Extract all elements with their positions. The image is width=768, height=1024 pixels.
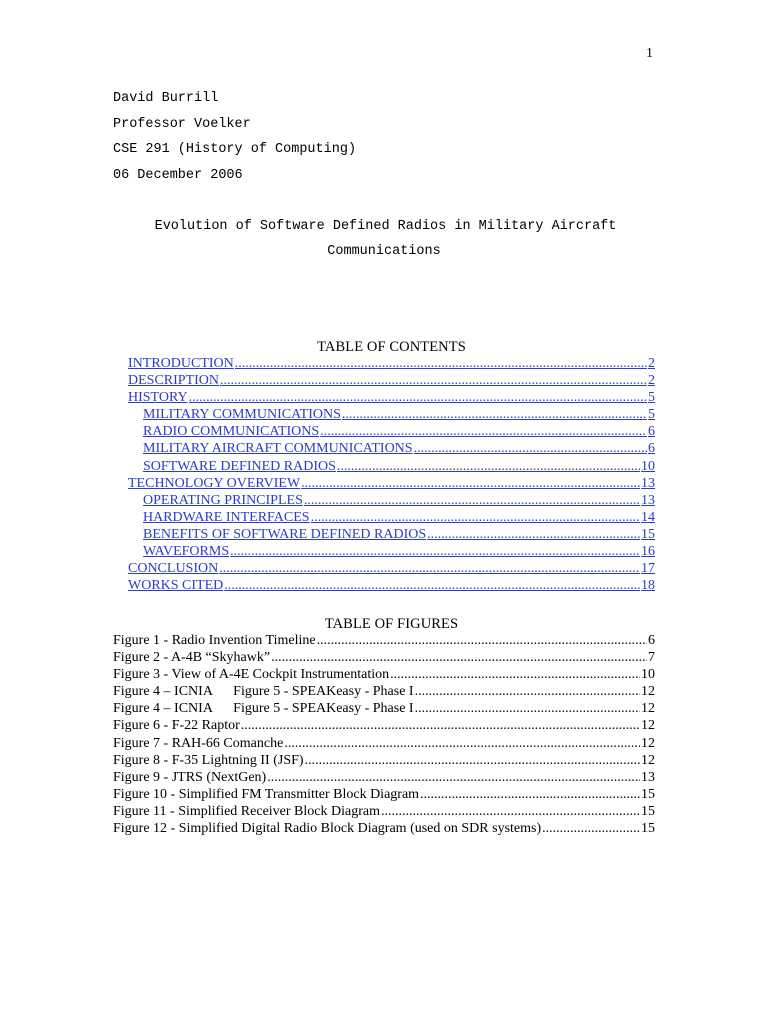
dot-leader — [235, 355, 647, 372]
figure-entry — [113, 820, 655, 837]
figure-entry-page: 12 — [641, 735, 655, 751]
table-of-contents — [128, 355, 655, 594]
dot-leader — [241, 717, 640, 734]
figure-entry-page: 12 — [641, 718, 655, 734]
figure-entry-page: 12 — [641, 684, 655, 700]
figure-entry-label: Figure 4 – ICNIA Figure 5 - SPEAKeasy - Phase I — [113, 684, 414, 700]
toc-entry-link[interactable] — [128, 372, 655, 389]
dot-leader — [337, 458, 640, 475]
toc-entry-label: WORKS CITED — [128, 578, 224, 594]
figure-entry-label: Figure 1 - Radio Invention Timeline — [113, 633, 316, 648]
toc-entry-page: 5 — [648, 390, 655, 406]
toc-entry-page: 16 — [641, 544, 655, 560]
figure-entry-page: 6 — [648, 633, 655, 648]
figure-entry — [113, 803, 655, 820]
figure-entry-page: 15 — [641, 803, 655, 819]
figure-entry-label: Figure 6 - F-22 Raptor — [113, 718, 240, 734]
course-name: CSE 291 (History of Computing) — [113, 142, 357, 157]
toc-entry-link[interactable] — [128, 458, 655, 475]
toc-entry-label: HISTORY — [128, 390, 188, 406]
dot-leader — [317, 632, 647, 649]
dot-leader — [381, 803, 640, 820]
toc-entry-label: SOFTWARE DEFINED RADIOS — [143, 458, 336, 474]
figure-entry-page: 7 — [648, 650, 655, 666]
figure-entry-label: Figure 3 - View of A-4E Cockpit Instrumentation — [113, 667, 390, 683]
toc-entry-link[interactable] — [128, 389, 655, 406]
figure-entry — [113, 735, 655, 752]
toc-entry-link[interactable] — [128, 423, 655, 440]
toc-entry-link[interactable] — [128, 509, 655, 526]
toc-entry-page: 6 — [648, 424, 655, 440]
toc-entry-label: HARDWARE INTERFACES — [143, 509, 310, 525]
toc-entry-page: 18 — [641, 578, 655, 594]
figure-entry — [113, 769, 655, 786]
toc-entry-label: OPERATING PRINCIPLES — [143, 492, 303, 508]
figure-entry — [113, 649, 655, 666]
dot-leader — [230, 543, 640, 560]
figure-entry — [113, 632, 655, 649]
dot-leader — [542, 820, 640, 837]
toc-entry-page: 10 — [641, 458, 655, 474]
document-title — [0, 217, 768, 267]
figure-entry-page: 15 — [641, 821, 655, 837]
figure-entry-label: Figure 7 - RAH-66 Comanche — [113, 735, 284, 751]
toc-entry-page: 14 — [641, 509, 655, 525]
author-name: David Burrill — [113, 91, 219, 106]
figure-entry-label: Figure 10 - Simplified FM Transmitter Block Diagram — [113, 786, 420, 802]
toc-entry-link[interactable] — [128, 492, 655, 509]
title-line-2: Communications — [327, 244, 441, 259]
dot-leader — [304, 492, 640, 509]
toc-entry-label: CONCLUSION — [128, 561, 219, 577]
professor-name: Professor Voelker — [113, 116, 251, 132]
dot-leader — [267, 769, 640, 786]
dot-leader — [311, 509, 640, 526]
dot-leader — [189, 389, 647, 406]
figure-entry-label: Figure 12 - Simplified Digital Radio Block Diagram (used on SDR systems) — [113, 821, 542, 837]
toc-entry-label: RADIO COMMUNICATIONS — [143, 424, 320, 440]
toc-entry-label: BENEFITS OF SOFTWARE DEFINED RADIOS — [143, 526, 427, 542]
page-number: 1 — [646, 46, 653, 61]
toc-entry-label: MILITARY AIRCRAFT COMMUNICATIONS — [143, 441, 413, 457]
dot-leader — [220, 372, 647, 389]
toc-entry-label: MILITARY COMMUNICATIONS — [143, 407, 341, 423]
tof-heading: TABLE OF FIGURES — [324, 616, 459, 632]
figure-entry-page: 12 — [641, 701, 655, 717]
toc-heading: TABLE OF CONTENTS — [317, 339, 466, 355]
figure-entry-page: 10 — [641, 667, 655, 683]
dot-leader — [342, 406, 647, 423]
document-date: 06 December 2006 — [113, 167, 243, 183]
figure-entry-page: 12 — [641, 752, 655, 768]
dot-leader — [415, 700, 640, 717]
toc-entry-page: 6 — [648, 441, 655, 457]
dot-leader — [320, 423, 647, 440]
dot-leader — [427, 526, 640, 543]
figure-entry-label: Figure 4 – ICNIA Figure 5 - SPEAKeasy - Phase I — [113, 701, 414, 717]
toc-entry-link[interactable] — [128, 406, 655, 423]
toc-entry-link[interactable] — [128, 475, 655, 492]
toc-entry-link[interactable] — [128, 543, 655, 560]
toc-entry-page: 5 — [648, 407, 655, 423]
figure-entry-label: Figure 2 - A-4B “Skyhawk” — [113, 650, 271, 666]
table-of-figures — [113, 632, 655, 837]
title-line-1: Evolution of Software Defined Radios in Military Aircraft — [154, 219, 617, 234]
toc-entry-page: 17 — [641, 561, 655, 577]
dot-leader — [224, 577, 640, 594]
figure-entry-page: 15 — [641, 786, 655, 802]
toc-entry-page: 13 — [641, 475, 655, 491]
toc-entry-label: DESCRIPTION — [128, 373, 220, 389]
toc-entry-page: 2 — [648, 356, 655, 371]
figure-entry-label: Figure 9 - JTRS (NextGen) — [113, 769, 267, 785]
toc-entry-link[interactable] — [128, 577, 655, 594]
dot-leader — [305, 752, 640, 769]
figure-entry — [113, 683, 655, 700]
toc-entry-link[interactable] — [128, 560, 655, 577]
toc-entry-link[interactable] — [128, 526, 655, 543]
dot-leader — [284, 735, 640, 752]
dot-leader — [219, 560, 640, 577]
toc-entry-label: TECHNOLOGY OVERVIEW — [128, 475, 301, 491]
figure-entry-label: Figure 8 - F-35 Lightning II (JSF) — [113, 752, 304, 768]
toc-entry-page: 13 — [641, 492, 655, 508]
figure-entry — [113, 717, 655, 734]
figure-entry — [113, 666, 655, 683]
toc-entry-label: INTRODUCTION — [128, 356, 234, 371]
dot-leader — [420, 786, 640, 803]
toc-entry-link[interactable] — [128, 440, 655, 457]
figure-entry — [113, 700, 655, 717]
toc-entry-label: WAVEFORMS — [143, 544, 230, 560]
figure-entry-label: Figure 11 - Simplified Receiver Block Diagram — [113, 803, 380, 819]
dot-leader — [390, 666, 640, 683]
toc-entry-page: 15 — [641, 526, 655, 542]
document-header — [113, 88, 356, 190]
figure-entry-page: 13 — [641, 769, 655, 785]
toc-entry-page: 2 — [648, 373, 655, 389]
dot-leader — [301, 475, 640, 492]
toc-entry-link[interactable] — [128, 355, 655, 372]
dot-leader — [414, 440, 647, 457]
figure-entry — [113, 752, 655, 769]
dot-leader — [415, 683, 640, 700]
dot-leader — [271, 649, 647, 666]
figure-entry — [113, 786, 655, 803]
